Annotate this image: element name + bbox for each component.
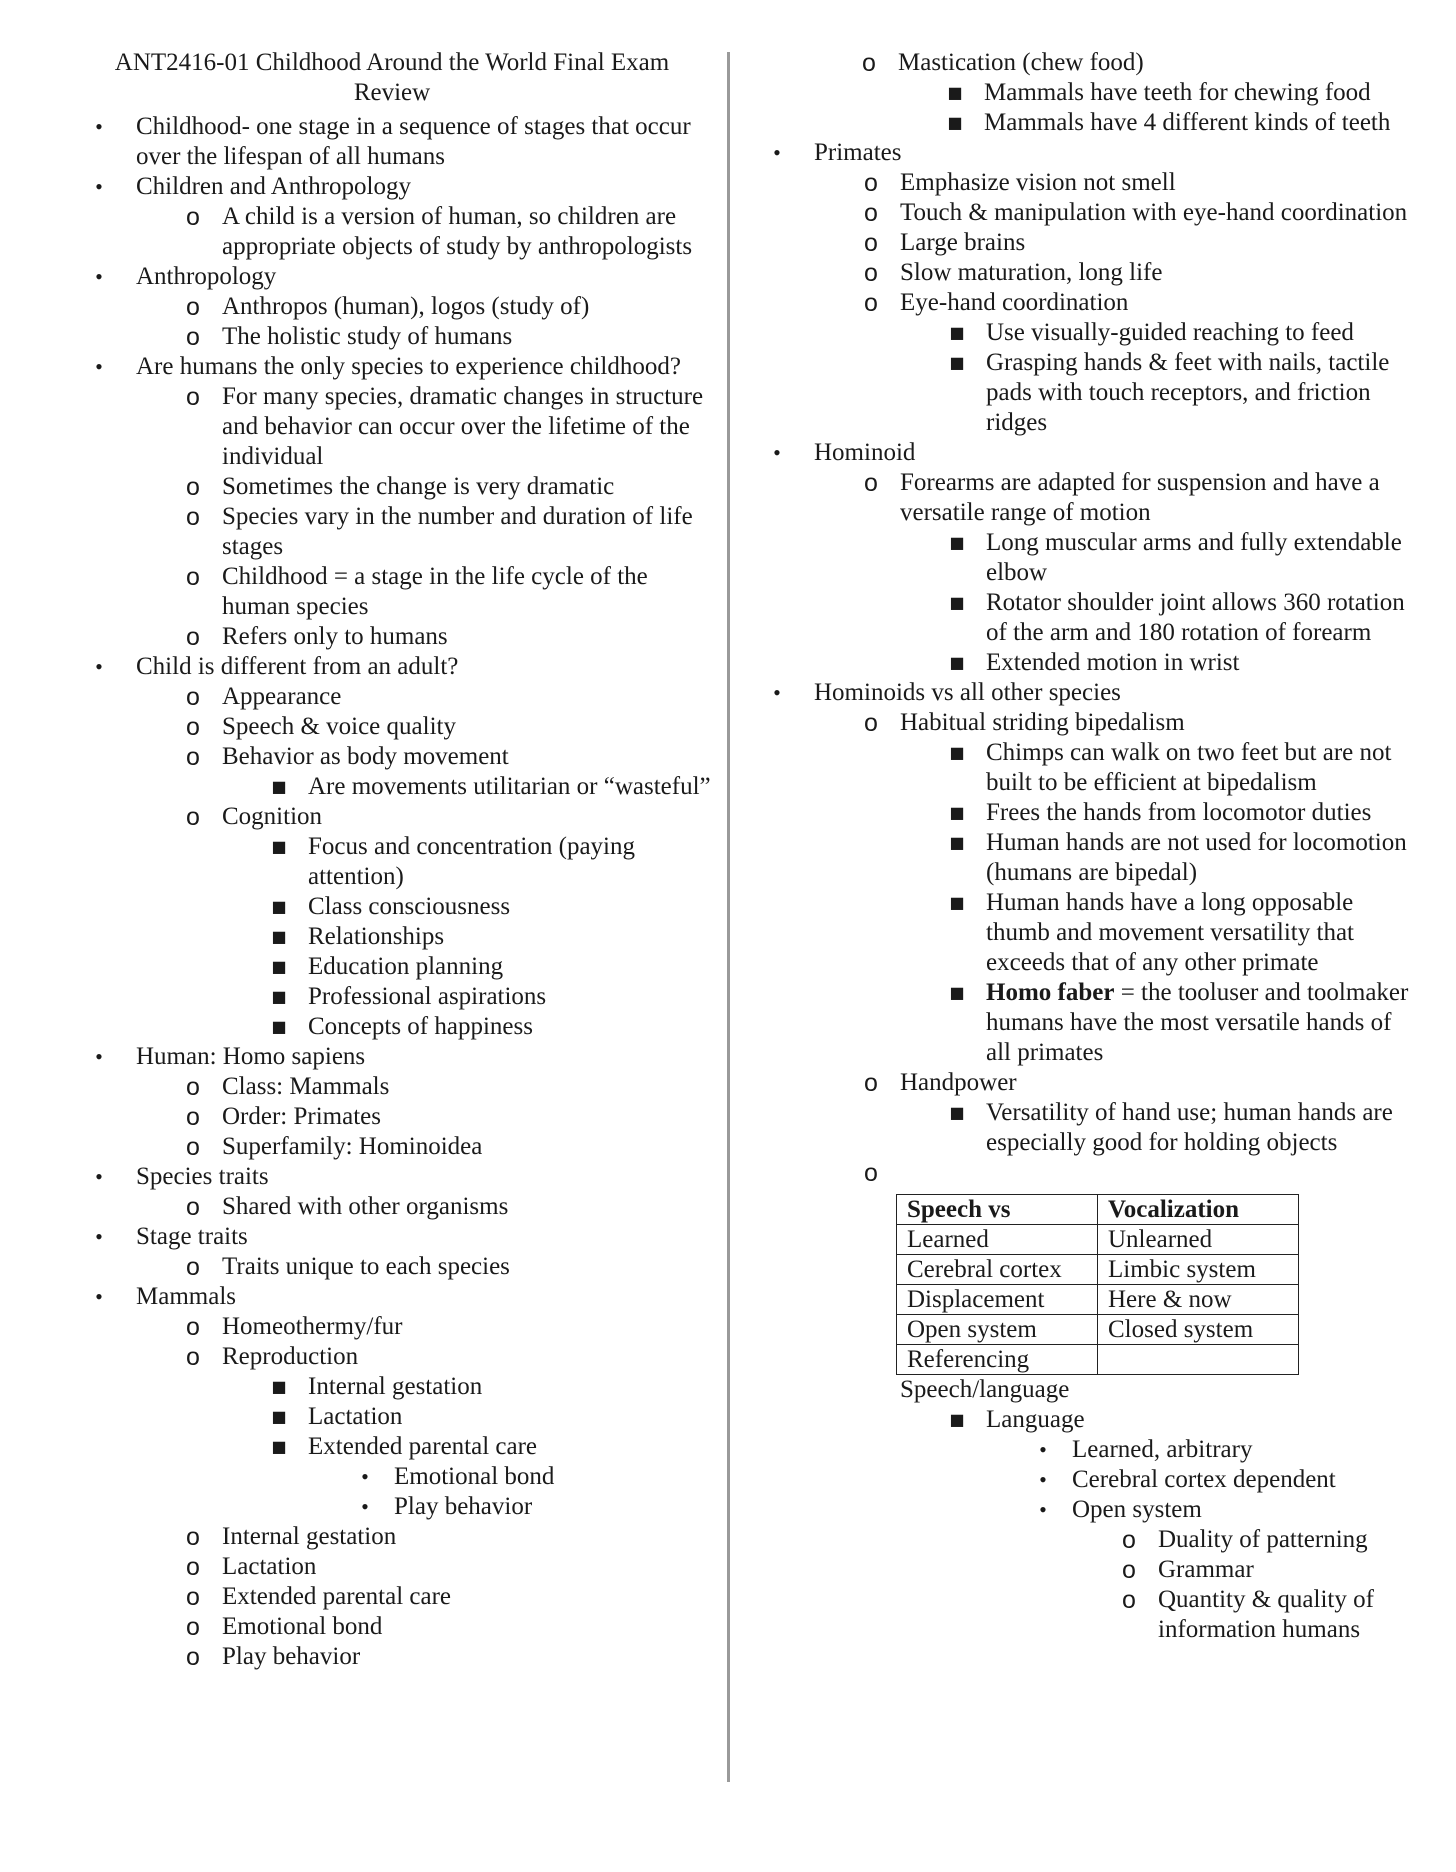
- table-cell: Displacement: [897, 1285, 1098, 1315]
- item-text: Internal gestation: [308, 1373, 483, 1400]
- outline-right-top: [854, 48, 1410, 138]
- table-cell: [1098, 1345, 1299, 1375]
- item-text: Grasping hands & feet with nails, tactile pads with touch receptors, and friction ridges: [986, 349, 1390, 436]
- bullet-marker: •: [95, 1284, 103, 1309]
- item-text: Are humans the only species to experience childhood?: [136, 353, 681, 380]
- list-item: [178, 712, 722, 742]
- square-marker: ■: [949, 893, 965, 912]
- list-item: [178, 1612, 722, 1642]
- item-text: Extended motion in wrist: [986, 649, 1240, 676]
- title-line-1: ANT2416-01 Childhood Around the World Final Exam: [114, 49, 670, 76]
- item-text: Emotional bond: [394, 1463, 555, 1490]
- dot-marker: •: [1039, 1437, 1047, 1462]
- item-text: Anthropos (human), logos (study of): [222, 293, 590, 320]
- item-text: Reproduction: [222, 1343, 359, 1370]
- table-row: [897, 1315, 1299, 1345]
- list-item: [178, 202, 722, 262]
- table-cell: Cerebral cortex: [897, 1255, 1098, 1285]
- circle-marker: o: [186, 803, 200, 831]
- item-text: Extended parental care: [222, 1583, 452, 1610]
- list-item: [1028, 1435, 1410, 1465]
- homo-faber-term: Homo faber: [986, 979, 1115, 1006]
- list-item: [350, 1462, 722, 1492]
- item-text: Large brains: [900, 229, 1026, 256]
- circle-marker: o: [186, 1643, 200, 1671]
- item-text: Versatility of hand use; human hands are especially good for holding objects: [986, 1099, 1393, 1156]
- square-marker: ■: [949, 833, 965, 852]
- list-item: [856, 468, 1410, 678]
- list-item: [856, 1158, 1410, 1645]
- item-text: Duality of patterning: [1158, 1526, 1368, 1553]
- list-item: [940, 108, 1410, 138]
- item-text: Play behavior: [394, 1493, 533, 1520]
- list-item: [92, 352, 722, 652]
- bullet-marker: •: [95, 174, 103, 199]
- item-text: Use visually-guided reaching to feed: [986, 319, 1354, 346]
- table-cell: Speech vs: [897, 1195, 1098, 1225]
- item-text: Relationships: [308, 923, 445, 950]
- table-row: [897, 1225, 1299, 1255]
- dot-marker: •: [1039, 1467, 1047, 1492]
- list-item: [942, 348, 1410, 438]
- item-text: Learned, arbitrary: [1072, 1436, 1253, 1463]
- bullet-marker: •: [773, 440, 781, 465]
- item-text: Professional aspirations: [308, 983, 547, 1010]
- circle-marker: o: [864, 1159, 878, 1187]
- square-marker: ■: [949, 1103, 965, 1122]
- dot-marker: •: [361, 1494, 369, 1519]
- list-item: [264, 952, 722, 982]
- left-column: [92, 48, 722, 1672]
- item-text: Mammals: [136, 1283, 236, 1310]
- item-text: Chimps can walk on two feet but are not built to be efficient at bipedalism: [986, 739, 1392, 796]
- list-item: [770, 138, 1410, 438]
- item-text: Order: Primates: [222, 1103, 381, 1130]
- circle-marker: o: [1122, 1586, 1136, 1614]
- square-marker: ■: [271, 837, 287, 856]
- title-line-2: Review: [353, 79, 431, 106]
- item-text: Class: Mammals: [222, 1073, 390, 1100]
- item-text: Internal gestation: [222, 1523, 397, 1550]
- item-text: Habitual striding bipedalism: [900, 709, 1185, 736]
- list-item: [264, 1372, 722, 1402]
- circle-marker: o: [186, 293, 200, 321]
- circle-marker: o: [186, 1553, 200, 1581]
- circle-marker: o: [186, 203, 200, 231]
- circle-marker: o: [186, 1313, 200, 1341]
- list-item: [92, 112, 722, 172]
- square-marker: ■: [947, 113, 963, 132]
- circle-marker: o: [186, 743, 200, 771]
- square-marker: ■: [949, 653, 965, 672]
- table-cell: Limbic system: [1098, 1255, 1299, 1285]
- item-text: Stage traits: [136, 1223, 248, 1250]
- item-text: Class consciousness: [308, 893, 511, 920]
- list-item: [178, 742, 722, 802]
- bullet-marker: •: [95, 264, 103, 289]
- item-text: Species vary in the number and duration of life stages: [222, 503, 693, 560]
- circle-marker: o: [864, 169, 878, 197]
- list-item: [178, 1582, 722, 1612]
- list-item: [942, 528, 1410, 588]
- list-item: [178, 1552, 722, 1582]
- circle-marker: o: [186, 1343, 200, 1371]
- list-item: [178, 802, 722, 1042]
- item-text: Shared with other organisms: [222, 1193, 509, 1220]
- list-item: [178, 1072, 722, 1102]
- list-item: [178, 502, 722, 562]
- item-text: The holistic study of humans: [222, 323, 513, 350]
- list-item: [178, 1312, 722, 1342]
- item-text: Hominoids vs all other species: [814, 679, 1121, 706]
- square-marker: ■: [271, 1437, 287, 1456]
- item-text: Human: Homo sapiens: [136, 1043, 366, 1070]
- circle-marker: o: [186, 1103, 200, 1131]
- item-text: Lactation: [308, 1403, 403, 1430]
- list-item: [264, 922, 722, 952]
- bullet-marker: •: [95, 354, 103, 379]
- item-text: Long muscular arms and fully extendable elbow: [986, 529, 1402, 586]
- bullet-marker: •: [95, 1224, 103, 1249]
- circle-marker: o: [1122, 1526, 1136, 1554]
- table-cell: Referencing: [897, 1345, 1098, 1375]
- item-text: Eye-hand coordination: [900, 289, 1129, 316]
- list-item: [1028, 1465, 1410, 1495]
- square-marker: ■: [271, 1407, 287, 1426]
- square-marker: ■: [271, 1017, 287, 1036]
- list-item: [178, 1522, 722, 1552]
- list-item: [856, 1068, 1410, 1158]
- item-text: = the tooluser and toolmaker humans have the most versatile hands of all primates: [986, 979, 1409, 1066]
- circle-marker: o: [186, 1523, 200, 1551]
- item-text: Quantity & quality of information humans: [1158, 1586, 1374, 1643]
- list-item: [942, 828, 1410, 888]
- list-item: [178, 382, 722, 472]
- list-item: [92, 1282, 722, 1672]
- item-text: Are movements utilitarian or “wasteful”: [308, 773, 711, 800]
- list-item: [178, 322, 722, 352]
- table-cell: Here & now: [1098, 1285, 1299, 1315]
- square-marker: ■: [949, 1410, 965, 1429]
- item-text: Mastication (chew food): [898, 49, 1144, 76]
- list-item: [264, 1012, 722, 1042]
- table-row: [897, 1345, 1299, 1375]
- item-text: A child is a version of human, so children are appropriate objects of study by anthropologists: [222, 203, 693, 260]
- list-item: [178, 1192, 722, 1222]
- list-item: [264, 1432, 722, 1522]
- square-marker: ■: [271, 777, 287, 796]
- item-text: Forearms are adapted for suspension and have a versatile range of motion: [900, 469, 1380, 526]
- list-item: [92, 262, 722, 352]
- square-marker: ■: [949, 353, 965, 372]
- circle-marker: o: [186, 1613, 200, 1641]
- item-text: Grammar: [1158, 1556, 1254, 1583]
- circle-marker: o: [186, 323, 200, 351]
- item-text: Frees the hands from locomotor duties: [986, 799, 1372, 826]
- circle-marker: o: [1122, 1556, 1136, 1584]
- item-text: Childhood- one stage in a sequence of stages that occur over the lifespan of all humans: [136, 113, 691, 170]
- list-item: [1114, 1555, 1410, 1585]
- table-cell: Closed system: [1098, 1315, 1299, 1345]
- circle-marker: o: [864, 259, 878, 287]
- circle-marker: o: [864, 709, 878, 737]
- item-text: Human hands have a long opposable thumb and movement versatility that exceeds that of any other primate: [986, 889, 1354, 976]
- circle-marker: o: [186, 683, 200, 711]
- list-item: [178, 562, 722, 622]
- item-text: Traits unique to each species: [222, 1253, 510, 1280]
- bullet-marker: •: [773, 140, 781, 165]
- list-item: [264, 772, 722, 802]
- table-row: [897, 1255, 1299, 1285]
- square-marker: ■: [271, 927, 287, 946]
- item-text: Education planning: [308, 953, 504, 980]
- list-item: [856, 168, 1410, 198]
- item-text: Handpower: [900, 1069, 1017, 1096]
- circle-marker: o: [864, 199, 878, 227]
- list-item: [264, 892, 722, 922]
- speech-vs-vocalization-table: [896, 1194, 1299, 1375]
- outline-right: [770, 138, 1410, 1645]
- list-item: [178, 622, 722, 652]
- list-item: [1028, 1495, 1410, 1645]
- circle-marker: o: [186, 1133, 200, 1161]
- item-text: Play behavior: [222, 1643, 361, 1670]
- item-text: Touch & manipulation with eye-hand coordination: [900, 199, 1408, 226]
- item-text: Human hands are not used for locomotion (humans are bipedal): [986, 829, 1407, 886]
- bullet-marker: •: [95, 654, 103, 679]
- list-item: [178, 1252, 722, 1282]
- item-text: Cerebral cortex dependent: [1072, 1466, 1336, 1493]
- list-item: [856, 708, 1410, 1068]
- list-item: [178, 1342, 722, 1522]
- circle-marker: o: [186, 1583, 200, 1611]
- list-item: [856, 288, 1410, 438]
- square-marker: ■: [271, 897, 287, 916]
- item-text: Primates: [814, 139, 902, 166]
- table-cell: Open system: [897, 1315, 1098, 1345]
- circle-marker: o: [186, 1073, 200, 1101]
- item-text: Concepts of happiness: [308, 1013, 533, 1040]
- circle-marker: o: [186, 563, 200, 591]
- list-item: [178, 292, 722, 322]
- item-text: Anthropology: [136, 263, 277, 290]
- item-text: Extended parental care: [308, 1433, 538, 1460]
- table-cell: Unlearned: [1098, 1225, 1299, 1255]
- item-text: Open system: [1072, 1496, 1202, 1523]
- square-marker: ■: [947, 83, 963, 102]
- bullet-marker: •: [95, 114, 103, 139]
- list-item: [942, 798, 1410, 828]
- list-item: [942, 888, 1410, 978]
- list-item: [264, 832, 722, 892]
- square-marker: ■: [271, 957, 287, 976]
- square-marker: ■: [949, 533, 965, 552]
- item-text: Speech & voice quality: [222, 713, 456, 740]
- square-marker: ■: [271, 987, 287, 1006]
- square-marker: ■: [949, 983, 965, 1002]
- item-text: Rotator shoulder joint allows 360 rotation of the arm and 180 rotation of forearm: [986, 589, 1405, 646]
- table-cell: Learned: [897, 1225, 1098, 1255]
- item-text: Cognition: [222, 803, 323, 830]
- list-item: [942, 978, 1410, 1068]
- item-text: Sometimes the change is very dramatic: [222, 473, 615, 500]
- dot-marker: •: [361, 1464, 369, 1489]
- column-divider: [727, 52, 730, 1782]
- list-item: [92, 1162, 722, 1222]
- circle-marker: o: [864, 289, 878, 317]
- list-item: [92, 172, 722, 262]
- circle-marker: o: [186, 1253, 200, 1281]
- circle-marker: o: [864, 469, 878, 497]
- circle-marker: o: [186, 473, 200, 501]
- square-marker: ■: [949, 593, 965, 612]
- list-item: [942, 648, 1410, 678]
- list-item: [1114, 1585, 1410, 1645]
- list-item: [264, 982, 722, 1012]
- list-item: [92, 1222, 722, 1282]
- item-text: Species traits: [136, 1163, 269, 1190]
- bullet-marker: •: [95, 1164, 103, 1189]
- item-text: Appearance: [222, 683, 342, 710]
- item-text: Language: [986, 1406, 1085, 1433]
- list-item: [770, 678, 1410, 1645]
- list-item: [854, 48, 1410, 138]
- list-item: [264, 1402, 722, 1432]
- speech-language-label: Speech/language: [900, 1376, 1070, 1403]
- item-text: Emotional bond: [222, 1613, 383, 1640]
- list-item: [942, 588, 1410, 648]
- list-item: [178, 682, 722, 712]
- item-text: Children and Anthropology: [136, 173, 411, 200]
- item-text: Behavior as body movement: [222, 743, 509, 770]
- item-text: Homeothermy/fur: [222, 1313, 403, 1340]
- list-item: [942, 1405, 1410, 1645]
- list-item: [92, 1042, 722, 1162]
- page-title: [92, 48, 692, 108]
- item-text: Childhood = a stage in the life cycle of the human species: [222, 563, 648, 620]
- item-text: Child is different from an adult?: [136, 653, 459, 680]
- item-text: For many species, dramatic changes in structure and behavior can occur over the lifetime of the individual: [222, 383, 704, 470]
- list-item: [770, 438, 1410, 678]
- table-row: [897, 1195, 1299, 1225]
- list-item: [178, 1132, 722, 1162]
- list-item: [856, 258, 1410, 288]
- item-text: Mammals have teeth for chewing food: [984, 79, 1371, 106]
- list-item: [856, 198, 1410, 228]
- list-item: [942, 1098, 1410, 1158]
- list-item: [1114, 1525, 1410, 1555]
- circle-marker: o: [186, 503, 200, 531]
- item-text: Mammals have 4 different kinds of teeth: [984, 109, 1391, 136]
- item-text: Refers only to humans: [222, 623, 448, 650]
- item-text: Superfamily: Hominoidea: [222, 1133, 483, 1160]
- table-row: [897, 1285, 1299, 1315]
- bullet-marker: •: [95, 1044, 103, 1069]
- bullet-marker: •: [773, 680, 781, 705]
- list-item: [856, 228, 1410, 258]
- circle-marker: o: [186, 713, 200, 741]
- item-text: Focus and concentration (paying attention): [308, 833, 635, 890]
- list-item: [178, 1102, 722, 1132]
- item-text: Hominoid: [814, 439, 916, 466]
- square-marker: ■: [949, 803, 965, 822]
- table-cell: Vocalization: [1098, 1195, 1299, 1225]
- circle-marker: o: [186, 1193, 200, 1221]
- list-item: [350, 1492, 722, 1522]
- item-text: Emphasize vision not smell: [900, 169, 1176, 196]
- item-text: Lactation: [222, 1553, 317, 1580]
- square-marker: ■: [949, 743, 965, 762]
- right-column: [770, 48, 1410, 1645]
- list-item: [178, 472, 722, 502]
- circle-marker: o: [186, 623, 200, 651]
- item-text: Slow maturation, long life: [900, 259, 1163, 286]
- circle-marker: o: [864, 229, 878, 257]
- circle-marker: o: [862, 49, 876, 77]
- list-item: [178, 1642, 722, 1672]
- square-marker: ■: [271, 1377, 287, 1396]
- list-item: [92, 652, 722, 1042]
- circle-marker: o: [864, 1069, 878, 1097]
- dot-marker: •: [1039, 1497, 1047, 1522]
- list-item: [940, 78, 1410, 108]
- list-item: [942, 738, 1410, 798]
- list-item: [942, 318, 1410, 348]
- circle-marker: o: [186, 383, 200, 411]
- square-marker: ■: [949, 323, 965, 342]
- outline-left: [92, 112, 722, 1672]
